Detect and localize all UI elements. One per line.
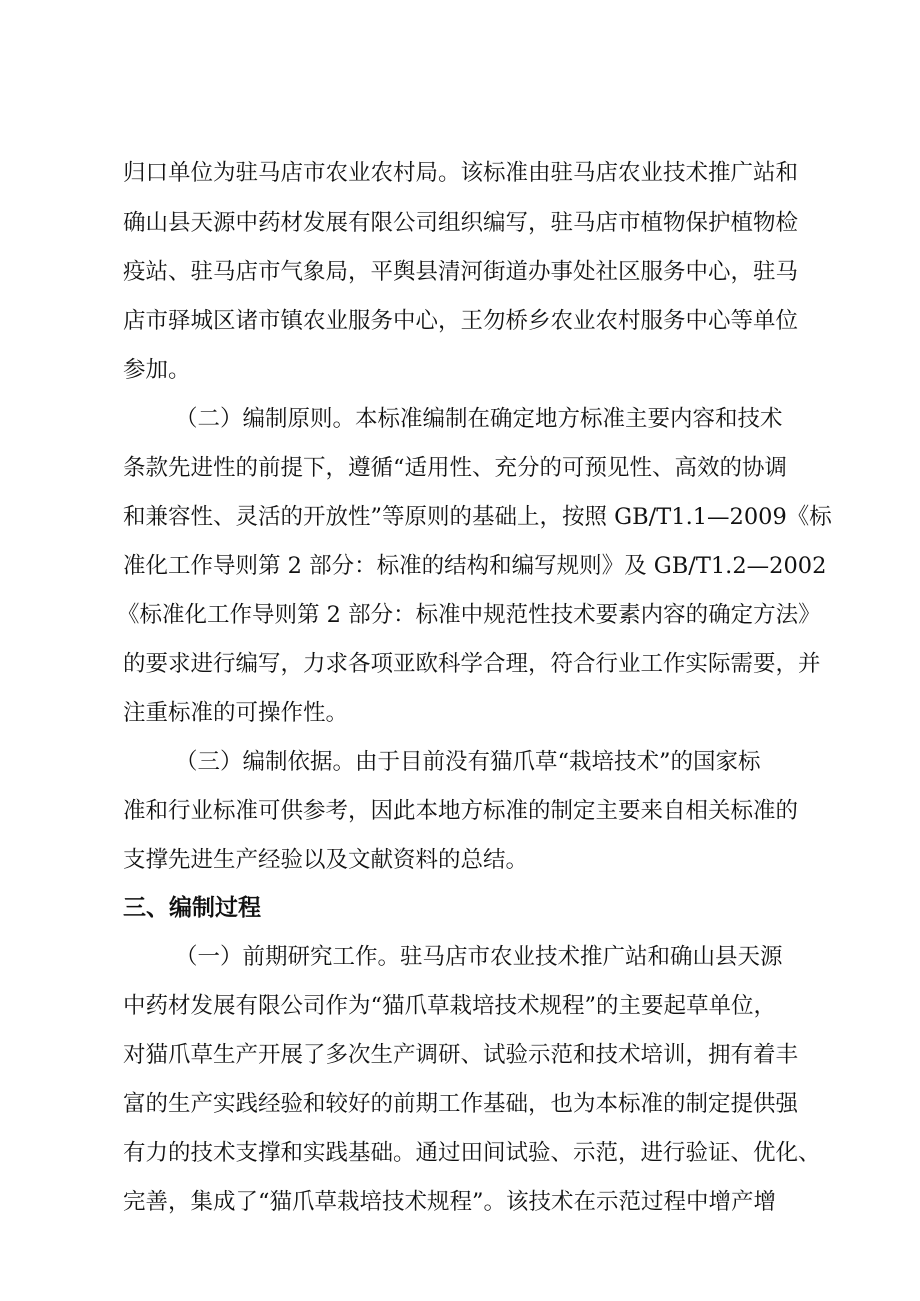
paragraph-2-line-1: （二）编制原则。本标准编制在确定地方标准主要内容和技术 <box>175 406 783 432</box>
paragraph-4-line-1: （一）前期研究工作。驻马店市农业技术推广站和确山县天源 <box>175 944 783 970</box>
paragraph-4-line-6: 完善，集成了“猫爪草栽培技术规程”。该技术在示范过程中增产增 <box>123 1189 777 1215</box>
paragraph-4-line-5: 有力的技术支撑和实践基础。通过田间试验、示范，进行验证、优化、 <box>123 1140 821 1166</box>
paragraph-1-line-4: 店市驿城区诸市镇农业服务中心，王勿桥乡农业农村服务中心等单位 <box>123 308 799 334</box>
paragraph-3-line-3: 支撑先进生产经验以及文献资料的总结。 <box>123 847 529 873</box>
paragraph-1-line-5: 参加。 <box>123 357 191 383</box>
paragraph-3-line-1: （三）编制依据。由于目前没有猫爪草“栽培技术”的国家标 <box>175 749 761 775</box>
paragraph-1-line-2: 确山县天源中药材发展有限公司组织编写，驻马店市植物保护植物检 <box>123 210 799 236</box>
paragraph-1-line-3: 疫站、驻马店市气象局，平舆县清河街道办事处社区服务中心，驻马 <box>123 259 799 285</box>
paragraph-2-line-2: 条款先进性的前提下，遵循“适用性、充分的可预见性、高效的协调 <box>123 455 788 481</box>
paragraph-1-line-1: 归口单位为驻马店市农业农村局。该标准由驻马店农业技术推广站和 <box>123 160 799 186</box>
paragraph-3-line-2: 准和行业标准可供参考，因此本地方标准的制定主要来自相关标准的 <box>123 798 799 824</box>
section-heading: 三、编制过程 <box>123 895 261 921</box>
paragraph-2-line-6: 的要求进行编写，力求各项亚欧科学合理，符合行业工作实际需要，并 <box>123 651 821 677</box>
paragraph-4-line-4: 富的生产实践经验和较好的前期工作基础，也为本标准的制定提供强 <box>123 1091 799 1117</box>
paragraph-2-line-3: 和兼容性、灵活的开放性”等原则的基础上，按照 GB/T1.1—2009《标 <box>123 504 832 530</box>
paragraph-2-line-5: 《标准化工作导则第 2 部分：标准中规范性技术要素内容的确定方法》 <box>117 602 821 628</box>
paragraph-4-line-3: 对猫爪草生产开展了多次生产调研、试验示范和技术培训，拥有着丰 <box>123 1042 799 1068</box>
paragraph-2-line-7: 注重标准的可操作性。 <box>123 700 349 726</box>
paragraph-2-line-4: 准化工作导则第 2 部分：标准的结构和编写规则》及 GB/T1.2—2002 <box>123 553 827 579</box>
paragraph-4-line-2: 中药材发展有限公司作为“猫爪草栽培技术规程”的主要起草单位， <box>123 993 777 1019</box>
